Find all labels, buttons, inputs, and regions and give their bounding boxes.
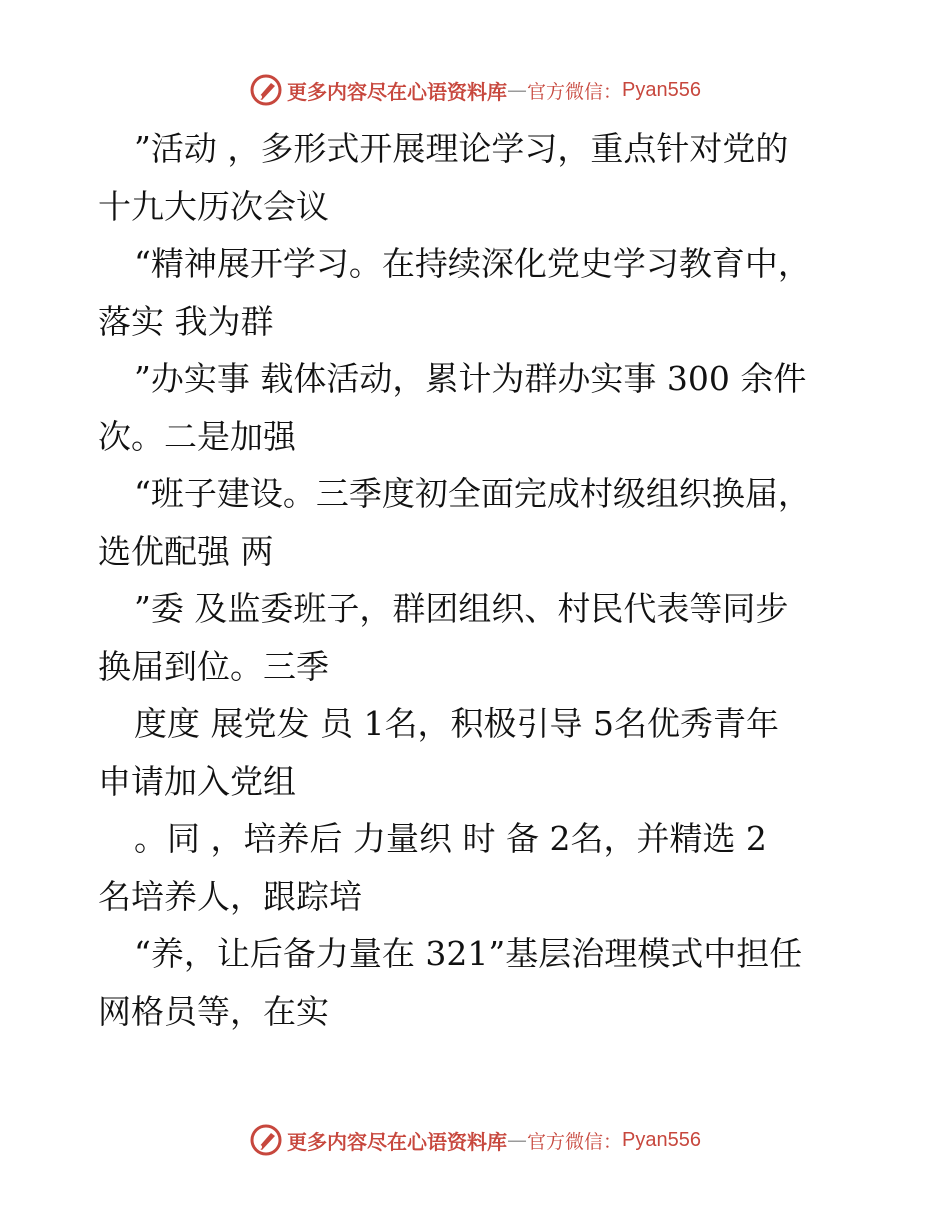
header-banner-title: 更多内容尽在心语资料库 [287,79,507,104]
body-line: 申请加入党组 [98,761,296,801]
footer-banner-separator: — [507,1128,527,1152]
body-line: “精神展开学习。在持续深化党史学习教育中， [134,244,811,283]
body-line: 十九大历次会议 [98,186,329,226]
footer-banner-wechat-handle: Pyan556 [622,1128,701,1151]
body-line: 。同 ，培养后 力量织 时 备 2名，并精选 2 [134,819,767,858]
body-line: ”委 及监委班子，群团组织、村民代表等同步 [134,589,789,628]
body-line: 换届到位。三季 [98,646,329,686]
header-banner-wechat-label: 官方微信： [527,80,623,103]
footer-banner [0,1120,950,1160]
body-line: ”活动 ，多形式开展理论学习，重点针对党的 [134,129,789,168]
footer-banner-title: 更多内容尽在心语资料库 [287,1129,507,1154]
header-banner-wechat-handle: Pyan556 [622,78,701,101]
body-line: “班子建设。三季度初全面完成村级组织换届， [134,474,811,513]
body-line: 网格员等，在实 [98,991,329,1031]
pen-logo-icon [249,1123,283,1157]
body-line: 选优配强 两 [98,531,274,571]
document-body [98,120,858,1040]
body-line: 度度 展党发 员 1名，积极引导 5名优秀青年 [134,704,779,743]
body-line: 次。二是加强 [98,416,296,456]
body-line: 落实 我为群 [98,301,274,341]
footer-banner-wechat-label: 官方微信： [527,1130,623,1153]
body-line: 名培养人，跟踪培 [98,876,362,916]
body-line: “养，让后备力量在 321”基层治理模式中担任 [134,934,803,973]
pen-logo-icon [249,73,283,107]
header-banner-separator: — [507,78,527,102]
header-banner [0,70,950,110]
body-line: ”办实事 载体活动，累计为群办实事 300 余件 [134,359,807,398]
